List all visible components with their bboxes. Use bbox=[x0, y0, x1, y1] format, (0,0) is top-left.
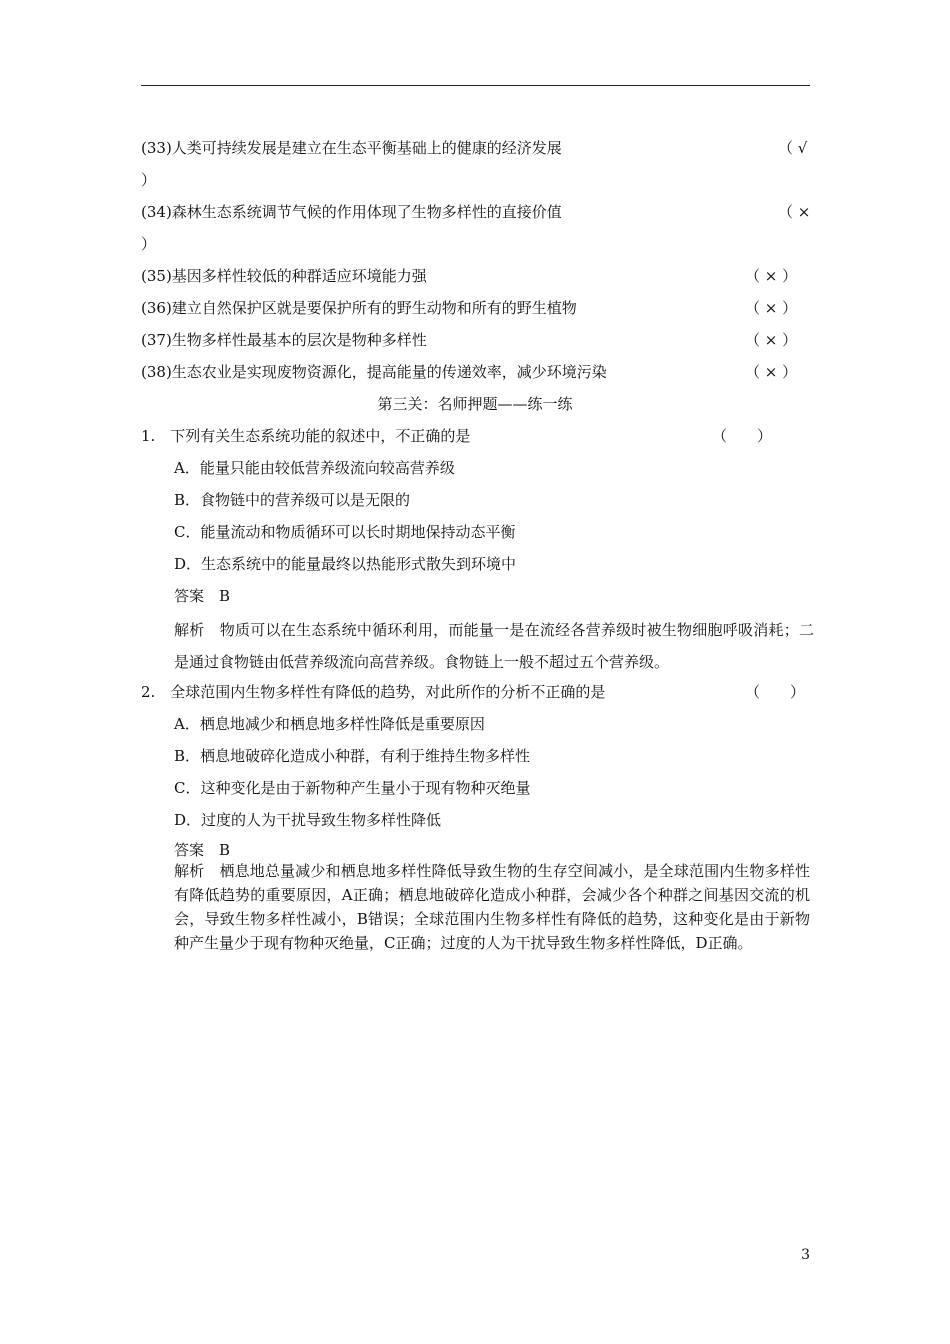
section-title: 第三关：名师押题——练一练 bbox=[377, 395, 573, 413]
question-2-answer: 答案 B bbox=[174, 841, 231, 859]
judgement-36-mark: （ × ） bbox=[745, 299, 798, 317]
question-2-blank: （ ） bbox=[745, 683, 806, 701]
question-2-option-a: A．栖息地减少和栖息地多样性降低是重要原因 bbox=[174, 715, 485, 733]
question-1-blank: （ ） bbox=[712, 427, 773, 445]
judgement-33-mark-close: ） bbox=[141, 171, 157, 189]
judgement-37-mark: （ × ） bbox=[745, 331, 798, 349]
judgement-34-mark-close: ） bbox=[141, 235, 157, 253]
question-2-option-b: B．栖息地破碎化造成小种群，有利于维持生物多样性 bbox=[174, 747, 531, 765]
judgement-38-mark: （ × ） bbox=[745, 363, 798, 381]
question-1-answer: 答案 B bbox=[174, 587, 231, 605]
page-number: 3 bbox=[801, 1247, 810, 1263]
question-2-option-c: C．这种变化是由于新物种产生量小于现有物种灭绝量 bbox=[174, 779, 531, 797]
judgement-33-mark: （ √ bbox=[778, 139, 808, 157]
question-1-option-d: D．生态系统中的能量最终以热能形式散失到环境中 bbox=[174, 555, 517, 573]
question-2-stem: 2. 全球范围内生物多样性有降低的趋势，对此所作的分析不正确的是 bbox=[141, 683, 606, 701]
judgement-35-mark: （ × ） bbox=[745, 267, 798, 285]
judgement-35-text: (35)基因多样性较低的种群适应环境能力强 bbox=[141, 267, 427, 285]
question-1-option-b: B．食物链中的营养级可以是无限的 bbox=[174, 491, 411, 509]
question-1-option-a: A．能量只能由较低营养级流向较高营养级 bbox=[174, 459, 455, 477]
judgement-38-text: (38)生态农业是实现废物资源化，提高能量的传递效率，减少环境污染 bbox=[141, 363, 607, 381]
question-1-analysis: 解析 物质可以在生态系统中循环利用，而能量一是在流经各营养级时被生物细胞呼吸消耗；二是通过食物链由低营养级流向高营养级。食物链上一般不超过五个营养级。 bbox=[174, 621, 814, 671]
header-rule bbox=[141, 85, 810, 86]
question-1-option-c: C．能量流动和物质循环可以长时期地保持动态平衡 bbox=[174, 523, 516, 541]
judgement-33-text: (33)人类可持续发展是建立在生态平衡基础上的健康的经济发展 bbox=[141, 139, 562, 157]
question-2-analysis: 解析 栖息地总量减少和栖息地多样性降低导致生物的生存空间减小，是全球范围内生物多样性有降低趋势的重要原因，A正确；栖息地破碎化造成小种群，会减少各个种群之间基因交流的机会，导致生物多样性减小，B错误；全球范围内生物多样性有降低的趋势，这种变化是由于新物种产生量少于现有物种灭绝量，C正确；过度的人为干扰导致生物多样性降低，D正确。 bbox=[174, 862, 810, 952]
judgement-37-text: (37)生物多样性最基本的层次是物种多样性 bbox=[141, 331, 427, 349]
judgement-34-mark: （ × bbox=[778, 203, 811, 221]
question-1-stem: 1. 下列有关生态系统功能的叙述中，不正确的是 bbox=[141, 427, 471, 445]
judgement-36-text: (36)建立自然保护区就是要保护所有的野生动物和所有的野生植物 bbox=[141, 299, 577, 317]
judgement-34-text: (34)森林生态系统调节气候的作用体现了生物多样性的直接价值 bbox=[141, 203, 562, 221]
question-2-option-d: D．过度的人为干扰导致生物多样性降低 bbox=[174, 811, 442, 829]
